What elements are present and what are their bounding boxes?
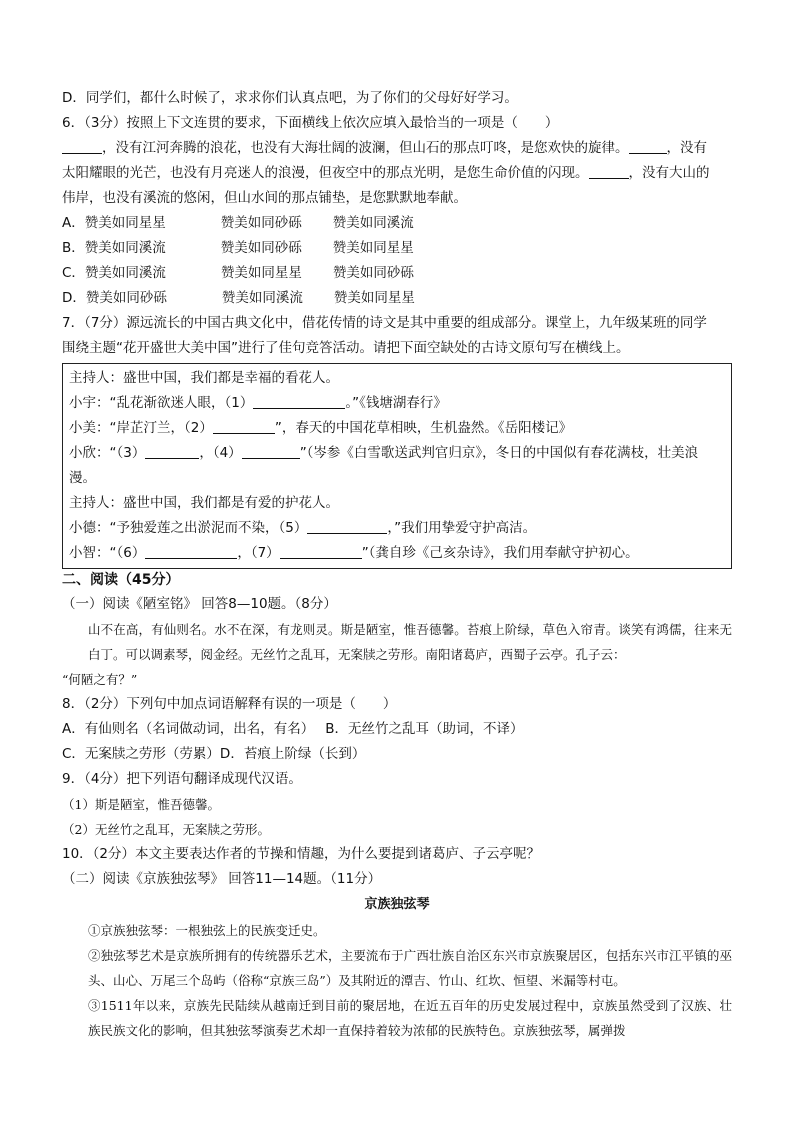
q6-passage-line2: 太阳耀眼的光芒，也没有月亮迷人的浪漫，但夜空中的那点光明，是您生命价值的闪现。 ，没有大山的 xyxy=(62,165,710,181)
dialog-xiaoxin-cont: 漫。 xyxy=(69,470,96,486)
q8-stem: 8．（2分）下列句中加点词语解释有误的一项是（ ） xyxy=(62,696,397,712)
blank-q7-4[interactable] xyxy=(242,444,300,459)
q8-options-ab[interactable]: A．有仙则名（名词做动词，出名，有名） B．无丝竹之乱耳（助词，不译） xyxy=(62,721,524,737)
article-para-3: ③1511年以来，京族先民陆续从越南迁到目前的聚居地，在近五百年的历史发展过程中，京族虽然受到了汉族、壮族民族文化的影响，但其独弦琴演奏艺术却一直保持着较为浓郁的民族特色。京族独弦琴，属弹拨 xyxy=(88,998,732,1038)
part2-heading: （二）阅读《京族独弦琴》 回答11—14题。（11分） xyxy=(62,871,382,887)
section-heading: 二、阅读（45分） xyxy=(62,572,180,588)
blank-3[interactable] xyxy=(589,164,629,179)
q9-stem: 9．（4分）把下列语句翻译成现代汉语。 xyxy=(62,771,302,787)
dialog-xiaode: 小德：“予独爱莲之出淤泥而不染，（5） ，”我们用挚爱守护高洁。 xyxy=(69,520,537,536)
passage-loushiming-end: “何陋之有？” xyxy=(62,672,138,687)
q9-item-2: （2）无丝竹之乱耳，无案牍之劳形。 xyxy=(62,822,270,837)
blank-q7-6[interactable] xyxy=(145,544,237,559)
q6-passage-line3: 伟岸，也没有溪流的悠闲，但山水间的那点铺垫，是您默默地奉献。 xyxy=(62,190,467,206)
dialog-host-1: 主持人：盛世中国，我们都是幸福的看花人。 xyxy=(69,370,339,386)
q9-item-1: （1）斯是陋室，惟吾德馨。 xyxy=(62,797,220,812)
q6-option-d[interactable]: D．赞美如同砂砾 赞美如同溪流 赞美如同星星 xyxy=(62,290,415,306)
article-para-2: ②独弦琴艺术是京族所拥有的传统器乐艺术，主要流布于广西壮族自治区东兴市京族聚居区，包括东兴市江平镇的巫头、山心、万尾三个岛屿（俗称“京族三岛”）及其附近的潭吉、竹山、红坎、恒望、米漏等村屯。 xyxy=(88,948,732,988)
passage-loushiming: 山不在高，有仙则名。水不在深，有龙则灵。斯是陋室，惟吾德馨。苔痕上阶绿，草色入帘青。谈笑有鸿儒，往来无白丁。可以调素琴，阅金经。无丝竹之乱耳，无案牍之劳形。南阳诸葛庐，西蜀子云亭。孔子云： xyxy=(88,622,732,662)
blank-q7-2[interactable] xyxy=(213,419,275,434)
dialog-xiaomei: 小美：“岸芷汀兰，（2） ”，春天的中国花草相映，生机盎然。《岳阳楼记》 xyxy=(69,420,573,436)
dialog-xiaozhi: 小智：“（6） ，（7） ”（龚自珍《己亥杂诗》，我们用奉献守护初心。 xyxy=(69,545,639,561)
q6-option-c[interactable]: C．赞美如同溪流 赞美如同星星 赞美如同砂砾 xyxy=(62,265,414,281)
blank-q7-5[interactable] xyxy=(307,519,387,534)
dialog-box xyxy=(62,363,732,569)
q7-stem-line2: 围绕主题“花开盛世大美中国”进行了佳句竞答活动。请把下面空缺处的古诗文原句写在横线上。 xyxy=(62,340,630,356)
blank-q7-1[interactable] xyxy=(253,394,345,409)
q6-option-b[interactable]: B．赞美如同溪流 赞美如同砂砾 赞美如同星星 xyxy=(62,240,414,256)
q8-options-cd[interactable]: C．无案牍之劳形（劳累）D．苔痕上阶绿（长到） xyxy=(62,746,366,762)
dialog-host-2: 主持人：盛世中国，我们都是有爱的护花人。 xyxy=(69,495,339,511)
dialog-xiaoyu: 小宇：“乱花渐欲迷人眼，（1） 。”《钱塘湖春行》 xyxy=(69,395,447,411)
article-para-1: ①京族独弦琴：一根独弦上的民族变迁史。 xyxy=(88,923,326,938)
q6-stem: 6．（3分）按照上下文连贯的要求，下面横线上依次应填入最恰当的一项是（ ） xyxy=(62,115,559,131)
blank-2[interactable] xyxy=(629,139,667,154)
blank-q7-7[interactable] xyxy=(280,544,362,559)
blank-q7-3[interactable] xyxy=(145,444,199,459)
exam-page xyxy=(62,86,732,1043)
q10-stem: 10．（2分）本文主要表达作者的节操和情趣，为什么要提到诸葛庐、子云亭呢？ xyxy=(62,846,541,862)
article-title: 京族独弦琴 xyxy=(364,897,430,912)
q5-option-d: D．同学们，都什么时候了，求求你们认真点吧，为了你们的父母好好学习。 xyxy=(62,90,518,106)
part1-heading: （一）阅读《陋室铭》 回答8—10题。（8分） xyxy=(62,596,337,612)
dialog-xiaoxin: 小欣：“（3） ，（4） ”（岑参《白雪歌送武判官归京》，冬日的中国似有春花满枝，壮美浪 xyxy=(69,445,699,461)
q6-option-a[interactable]: A．赞美如同星星 赞美如同砂砾 赞美如同溪流 xyxy=(62,215,414,231)
q7-stem-line1: 7．（7分）源远流长的中国古典文化中，借花传情的诗文是其中重要的组成部分。课堂上，九年级某班的同学 xyxy=(62,315,707,331)
q6-passage-line1: ，没有江河奔腾的浪花，也没有大海壮阔的波澜，但山石的那点叮咚，是您欢快的旋律。 ，没有 xyxy=(62,136,732,161)
blank-1[interactable] xyxy=(62,139,102,154)
